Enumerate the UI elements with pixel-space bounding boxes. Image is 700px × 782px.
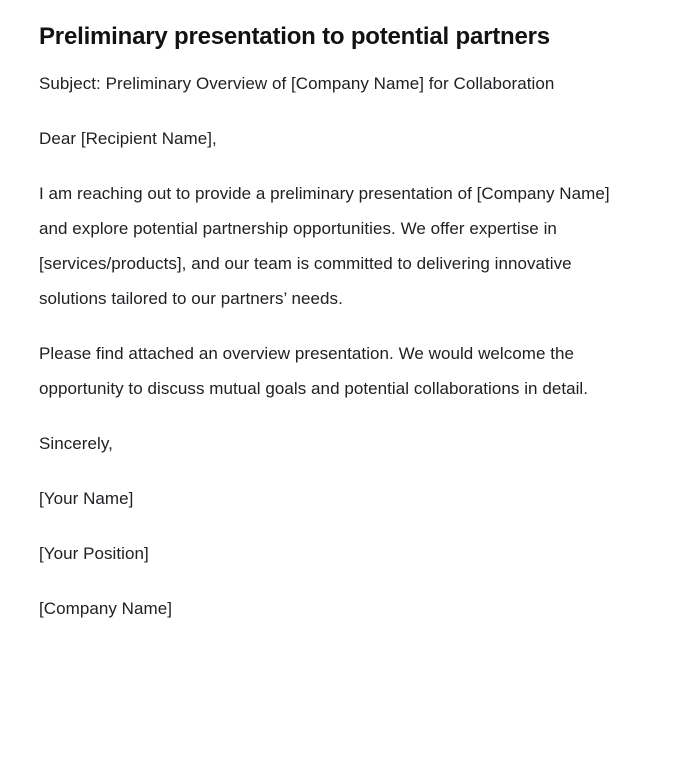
body-paragraph-1: I am reaching out to provide a preliminary presentation of [Company Name] and explore potential partnership opportunities. We offer expertise in [services/products], and our team is committed to delivering innovative solutions tailored to our partners’ needs. [39,184,610,308]
signature-position: [Your Position] [39,544,149,563]
salutation: Dear [Recipient Name], [39,129,217,148]
subject-line: Subject: Preliminary Overview of [Company Name] for Collaboration [39,74,555,93]
signature-name: [Your Name] [39,489,134,508]
body-paragraph-2: Please find attached an overview presentation. We would welcome the opportunity to discuss mutual goals and potential collaborations in detail. [39,344,589,398]
page-title: Preliminary presentation to potential partners [39,23,550,50]
closing: Sincerely, [39,434,113,453]
signature-company: [Company Name] [39,599,172,618]
